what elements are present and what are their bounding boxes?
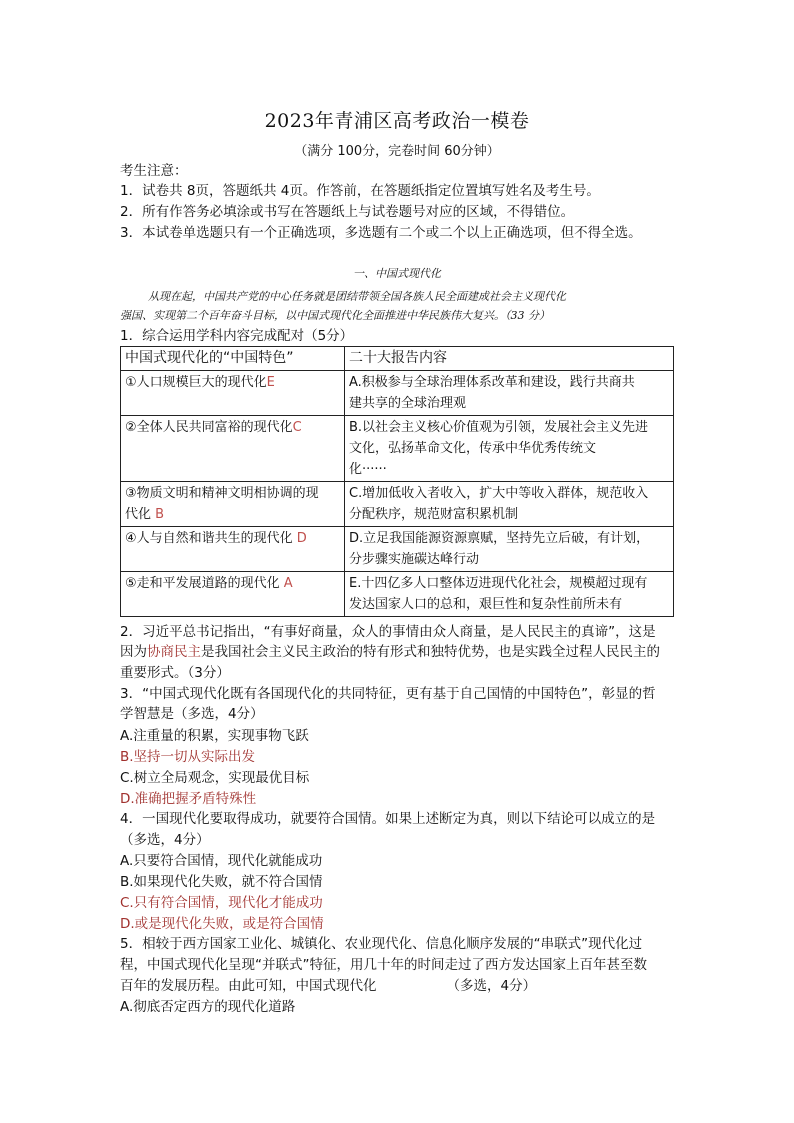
- report-text: A.积极参与全球治理体系改革和建设，践行共商共: [349, 375, 635, 390]
- q2-text: 是我国社会主义民主政治的特有形式和独特优势，也是实践全过程人民民主的: [201, 644, 660, 660]
- notice-item: 1．试卷共 8页，答题纸共 4页。作答前，在答题纸指定位置填写姓名及考生号。: [120, 183, 600, 199]
- q3-option: C.树立全局观念，实现最优目标: [120, 770, 310, 786]
- report-text: D.立足我国能源资源禀赋，坚持先立后破，有计划，: [349, 531, 650, 546]
- match-answer: B: [155, 507, 165, 522]
- q4-line: （多选，4分）: [120, 832, 210, 848]
- table-cell: [121, 572, 345, 617]
- report-text: 化······: [349, 462, 387, 477]
- q5-option: A.彻底否定西方的现代化道路: [120, 999, 296, 1015]
- table-cell: [345, 572, 674, 617]
- matching-table: [120, 346, 674, 617]
- feature-text: ④人与自然和谐共生的现代化: [125, 531, 293, 546]
- table-cell: [345, 371, 674, 416]
- section-intro: 从现在起，中国共产党的中心任务就是团结带领全国各族人民全面建成社会主义现代化: [148, 290, 566, 303]
- q4-option-correct: D.或是现代化失败，或是符合国情: [120, 916, 324, 932]
- report-text: C.增加低收入者收入，扩大中等收入群体，规范收入: [349, 486, 649, 501]
- q1-stem: 1．综合运用学科内容完成配对（5分）: [120, 328, 354, 344]
- section-title: 一、中国式现代化: [353, 267, 441, 280]
- feature-text: ①人口规模巨大的现代化: [125, 375, 267, 390]
- q2-text: 因为: [120, 644, 147, 660]
- section-intro: 强国、实现第二个百年奋斗目标，以中国式现代化全面推进中华民族伟大复兴。（33 分）: [120, 309, 550, 322]
- q5-line: 5．相较于西方国家工业化、城镇化、农业现代化、信息化顺序发展的“串联式”现代化过: [120, 936, 643, 952]
- report-text: 分步骤实施碳达峰行动: [349, 552, 480, 567]
- q3-option: A.注重量的积累，实现事物飞跃: [120, 728, 309, 744]
- report-text: 发达国家人口的总和，艰巨性和复杂性前所未有: [349, 597, 623, 612]
- notice-item: 3．本试卷单选题只有一个正确选项，多选题有二个或二个以上正确选项，但不得全选。: [120, 225, 642, 241]
- table-cell: [121, 527, 345, 572]
- q2-line: 重要形式。（3分）: [120, 665, 230, 681]
- table-row: [121, 527, 674, 572]
- q5-line: [120, 977, 536, 995]
- table-row: [121, 371, 674, 416]
- table-row: [121, 482, 674, 527]
- q3-option-correct: D.准确把握矛盾特殊性: [120, 791, 257, 807]
- report-text: 文化，弘扬革命文化，传承中华优秀传统文: [349, 441, 597, 456]
- feature-text: ③物质文明和精神文明相协调的现: [125, 486, 319, 501]
- q4-option-correct: C.只有符合国情，现代化才能成功: [120, 895, 323, 911]
- q5-text: 百年的发展历程。由此可知，中国式现代化: [120, 978, 377, 994]
- q3-line: 3．“中国式现代化既有各国现代化的共同特征，更有基于自己国情的中国特色”，彰显的哲: [120, 686, 656, 702]
- q3-option-correct: B.坚持一切从实际出发: [120, 749, 256, 765]
- report-text: B.以社会主义核心价值观为引领，发展社会主义先进: [349, 420, 649, 435]
- table-cell: [345, 482, 674, 527]
- q4-line: 4．一国现代化要取得成功，就要符合国情。如果上述断定为真，则以下结论可以成立的是: [120, 811, 656, 827]
- table-cell: [121, 482, 345, 527]
- feature-text: ⑤走和平发展道路的现代化: [125, 576, 280, 591]
- page-subtitle: （满分 100分，完卷时间 60分钟）: [294, 144, 500, 159]
- q5-text: （多选，4分）: [446, 978, 537, 994]
- table-row: [121, 416, 674, 482]
- table-header-row: [121, 347, 674, 371]
- q3-line: 学智慧是（多选，4分）: [120, 706, 264, 722]
- q2-line: 2．习近平总书记指出，“有事好商量，众人的事情由众人商量，是人民民主的真谛”，这是: [120, 624, 656, 640]
- q4-option: A.只要符合国情，现代化就能成功: [120, 853, 323, 869]
- q2-line: [120, 643, 660, 661]
- report-text: 建共享的全球治理观: [349, 396, 467, 411]
- table-header-cell: 中国式现代化的“中国特色”: [121, 347, 345, 371]
- q4-option: B.如果现代化失败，就不符合国情: [120, 874, 323, 890]
- report-text: 分配秩序，规范财富积累机制: [349, 507, 519, 522]
- notice-heading: 考生注意：: [120, 163, 188, 179]
- table-row: [121, 572, 674, 617]
- match-answer: D: [296, 531, 307, 546]
- table-cell: [121, 371, 345, 416]
- q2-answer: 协商民主: [147, 644, 201, 660]
- report-text: E.十四亿多人口整体迈进现代化社会，规模超过现有: [349, 576, 648, 591]
- page-title: 2023年青浦区高考政治一模卷: [264, 110, 530, 132]
- feature-text: ②全体人民共同富裕的现代化: [125, 420, 293, 435]
- feature-text: 代化: [125, 507, 152, 522]
- match-answer: C: [292, 420, 302, 435]
- table-header-cell: 二十大报告内容: [345, 347, 674, 371]
- table-cell: [121, 416, 345, 482]
- table-cell: [345, 527, 674, 572]
- match-answer: E: [266, 375, 275, 390]
- match-answer: A: [283, 576, 293, 591]
- table-cell: [345, 416, 674, 482]
- q5-line: 程，中国式现代化呈现“并联式”特征，用几十年的时间走过了西方发达国家上百年甚至数: [120, 957, 647, 973]
- notice-item: 2．所有作答务必填涂或书写在答题纸上与试卷题号对应的区域，不得错位。: [120, 204, 575, 220]
